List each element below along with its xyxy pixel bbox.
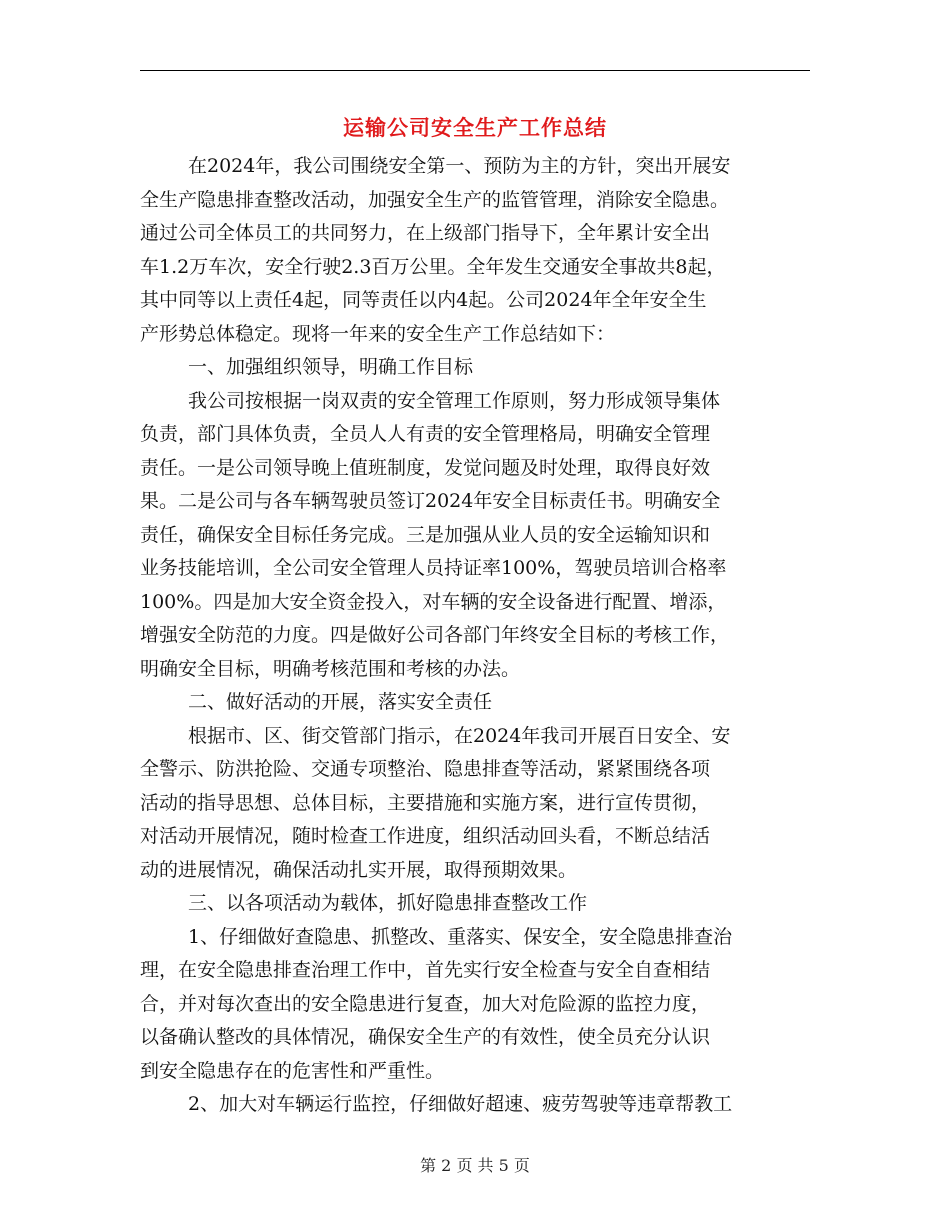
paragraph-first-line: 三、以各项活动为载体，抓好隐患排查整改工作 <box>188 892 588 914</box>
text-line: 100%。四是加大安全资金投入，对车辆的安全设备进行配置、增添， <box>140 590 727 613</box>
text-line: 以备确认整改的具体情况，确保安全生产的有效性，使全员充分认识 <box>140 1026 711 1048</box>
text-line: 果。二是公司与各车辆驾驶员签订2024年安全目标责任书。明确安全 <box>140 490 721 512</box>
text-line: 活动的指导思想、总体目标，主要措施和实施方案，进行宣传贯彻， <box>140 791 711 814</box>
paragraph-first-line: 1、仔细做好查隐患、抓整改、重落实、保安全，安全隐患排查治 <box>188 925 733 948</box>
page-number: 第 2 页 共 5 页 <box>420 1156 530 1175</box>
text-line: 明确安全目标，明确考核范围和考核的办法。 <box>140 657 521 680</box>
text-line: 动的进展情况，确保活动扎实开展，取得预期效果。 <box>140 858 578 881</box>
paragraph-first-line: 二、做好活动的开展，落实安全责任 <box>188 691 493 713</box>
text-line: 责任。一是公司领导晚上值班制度，发觉问题及时处理，取得良好效 <box>140 456 711 479</box>
paragraph-first-line: 2、加大对车辆运行监控，仔细做好超速、疲劳驾驶等违章帮教工 <box>188 1093 733 1115</box>
text-line: 车1.2万车次，安全行驶2.3百万公里。全年发生交通安全事故共8起， <box>140 255 726 278</box>
text-line: 全生产隐患排查整改活动，加强安全生产的监管管理，消除安全隐患。 <box>140 188 730 211</box>
paragraph-first-line: 我公司按根据一岗双责的安全管理工作原则，努力形成领导集体 <box>188 389 721 412</box>
paragraph-first-line: 在2024年，我公司围绕安全第一、预防为主的方针，突出开展安 <box>188 155 731 177</box>
text-line: 通过公司全体员工的共同努力，在上级部门指导下，全年累计安全出 <box>140 222 711 244</box>
paragraph-first-line: 一、加强组织领导，明确工作目标 <box>188 356 474 378</box>
text-line: 到安全隐患存在的危害性和严重性。 <box>140 1059 445 1082</box>
text-line: 其中同等以上责任4起，同等责任以内4起。公司2024年全年安全生 <box>140 289 707 311</box>
text-line: 责任，确保安全目标任务完成。三是加强从业人员的安全运输知识和 <box>140 523 711 546</box>
text-line: 产形势总体稳定。现将一年来的安全生产工作总结如下： <box>140 322 616 345</box>
text-line: 对活动开展情况，随时检查工作进度，组织活动回头看，不断总结活 <box>140 825 711 847</box>
header-rule <box>140 70 810 71</box>
document-body <box>140 150 810 1122</box>
text-line: 全警示、防洪抢险、交通专项整治、隐患排查等活动，紧紧围绕各项 <box>140 758 711 780</box>
paragraph-first-line: 根据市、区、街交管部门指示，在2024年我司开展百日安全、安 <box>188 724 731 747</box>
document-title: 运输公司安全生产工作总结 <box>343 115 607 140</box>
text-line: 合，并对每次查出的安全隐患进行复查，加大对危险源的监控力度， <box>140 992 711 1015</box>
text-line: 理，在安全隐患排查治理工作中，首先实行安全检查与安全自查相结 <box>140 959 711 981</box>
text-line: 增强安全防范的力度。四是做好公司各部门年终安全目标的考核工作， <box>140 624 730 646</box>
text-line: 业务技能培训，全公司安全管理人员持证率100%，驾驶员培训合格率 <box>140 557 727 579</box>
text-line: 负责，部门具体负责，全员人人有责的安全管理格局，明确安全管理 <box>140 423 711 445</box>
